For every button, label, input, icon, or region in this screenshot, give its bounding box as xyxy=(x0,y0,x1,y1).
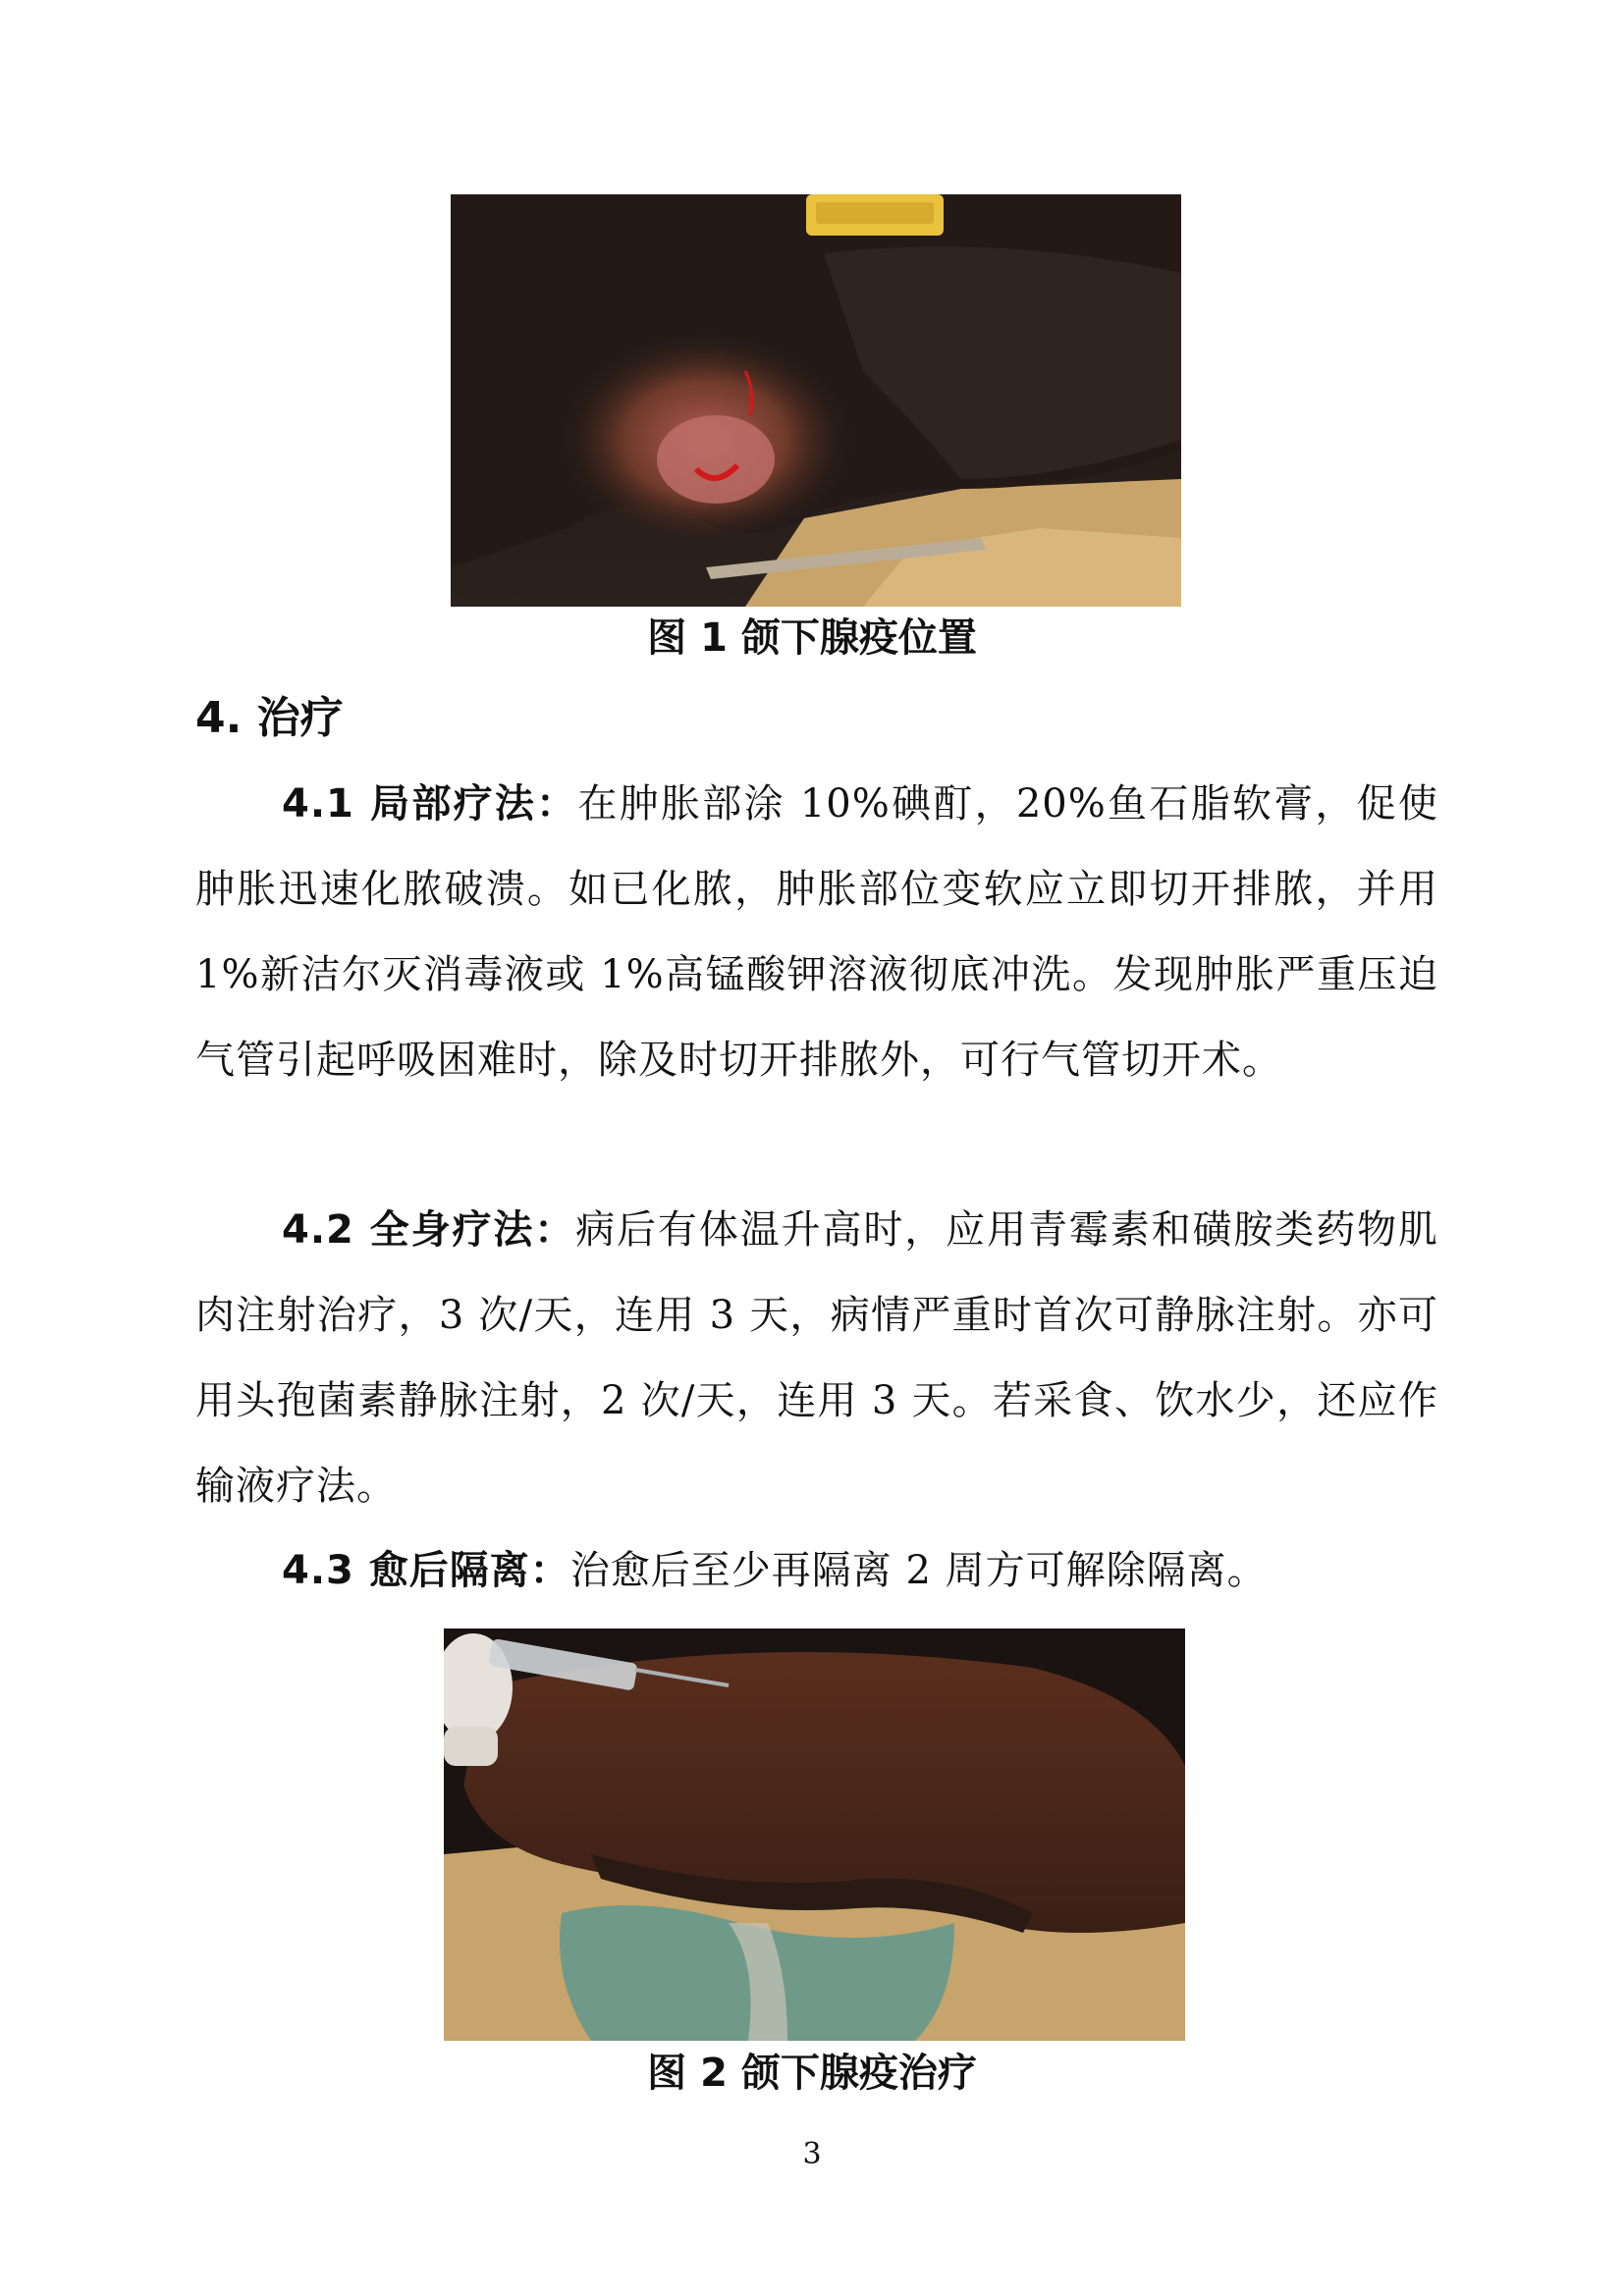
paragraph-label: 4.2 全身疗法： xyxy=(282,1207,576,1253)
paragraph-text: 治愈后至少再隔离 2 周方可解除隔离。 xyxy=(569,1548,1268,1593)
figure-2-photo xyxy=(444,1629,1185,2041)
paragraph-isolation xyxy=(195,1528,1438,1614)
figure-2-caption: 图 2 颌下腺疫治疗 xyxy=(647,2051,977,2096)
paragraph-systemic-therapy xyxy=(195,1188,1438,1529)
paragraph-label: 4.1 局部疗法： xyxy=(282,781,578,827)
paragraph-text: 在肿胀部涂 10%碘酊，20%鱼石脂软膏，促使肿胀迅速化脓破溃。如已化脓，肿胀部位变软应立即切开排脓，并用 1%新洁尔灭消毒液或 1%高锰酸钾溶液彻底冲洗。发现肿胀严重压迫气管引起呼吸困难时，除及时切开排脓外，可行气管切开术。 xyxy=(195,781,1438,1083)
paragraph-local-therapy xyxy=(195,762,1438,1103)
page-number: 3 xyxy=(802,2137,822,2171)
figure-1-caption: 图 1 颌下腺疫位置 xyxy=(647,615,977,661)
figure-1-photo xyxy=(451,194,1181,607)
paragraph-label: 4.3 愈后隔离： xyxy=(282,1548,570,1593)
section-heading: 4. 治疗 xyxy=(195,693,344,743)
paragraph-text: 病后有体温升高时，应用青霉素和磺胺类药物肌肉注射治疗，3 次/天，连用 3 天，病情严重时首次可静脉注射。亦可用头孢菌素静脉注射，2 次/天，连用 3 天。若采食、饮水少，还应作输液疗法。 xyxy=(195,1207,1438,1509)
